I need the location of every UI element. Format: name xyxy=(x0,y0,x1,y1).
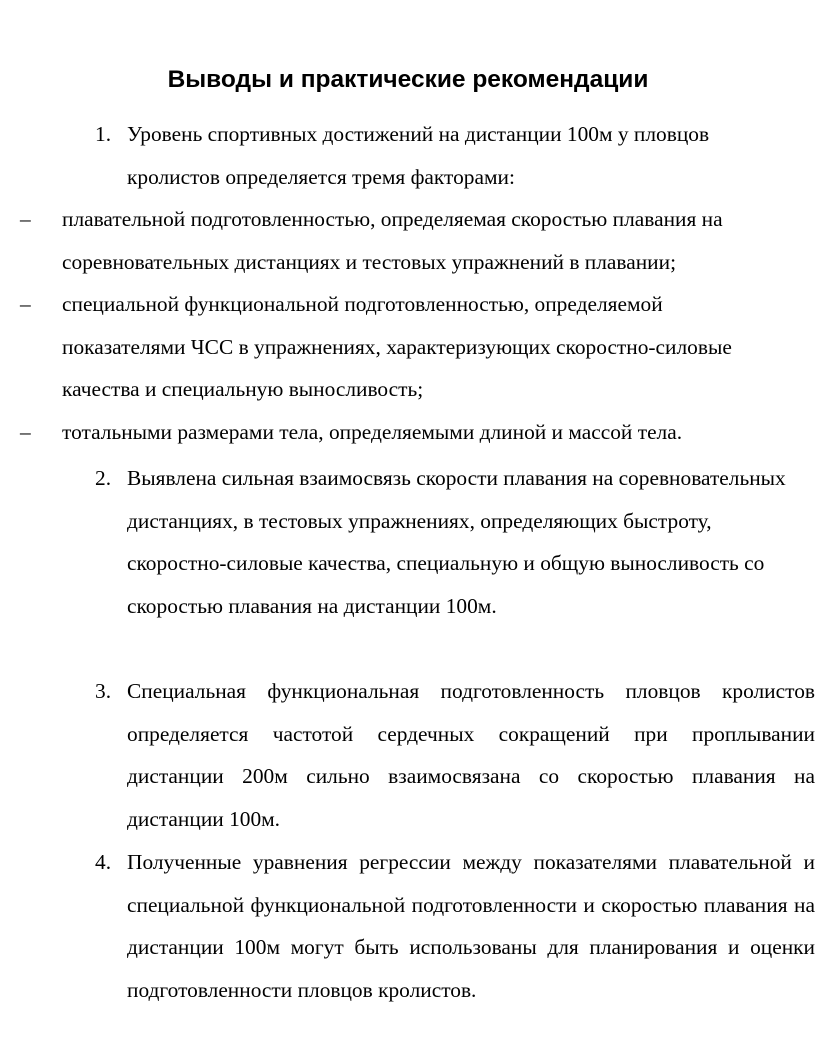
dash-marker: – xyxy=(20,420,31,444)
item-text: Выявлена сильная взаимосвязь скорости плавания на соревновательных дистанциях, в тестовых упражнениях, определяющих быстроту, скоростно-силовые качества, специальную и общую выносливость со скоростью плавания на дистанции 100м. xyxy=(127,466,786,618)
item-number: 2. xyxy=(95,466,112,490)
item-text: Специальная функциональная подготовленность пловцов кролистов определяется частотой сердечных сокращений при проплывании дистанции 200м сильно взаимосвязана со скоростью плавания на дистанции 100м. xyxy=(127,679,815,831)
bullet-text: плавательной подготовленностью, определяемая скоростью плавания на соревновательных дистанциях и тестовых упражнений в плавании; xyxy=(62,207,723,274)
item-number: 4. xyxy=(95,850,112,874)
item-text: Полученные уравнения регрессии между показателями плавательной и специальной функциональной подготовленности и скоростью плавания на дистанции 100м могут быть использованы для планирования и оценки подготовленности пловцов кролистов. xyxy=(127,850,815,1002)
page-title: Выводы и практические рекомендации xyxy=(167,66,649,93)
item-number: 3. xyxy=(95,679,112,703)
item-number: 1. xyxy=(95,122,112,146)
bullet-text: тотальными размерами тела, определяемыми длиной и массой тела. xyxy=(62,420,683,444)
item-text: Уровень спортивных достижений на дистанции 100м у пловцов кролистов определяется тремя факторами: xyxy=(127,122,710,189)
dash-marker: – xyxy=(20,207,31,231)
bullet-text: специальной функциональной подготовленностью, определяемой показателями ЧСС в упражнениях, характеризующих скоростно-силовые качества и специальную выносливость; xyxy=(62,292,732,401)
dash-marker: – xyxy=(20,292,31,316)
